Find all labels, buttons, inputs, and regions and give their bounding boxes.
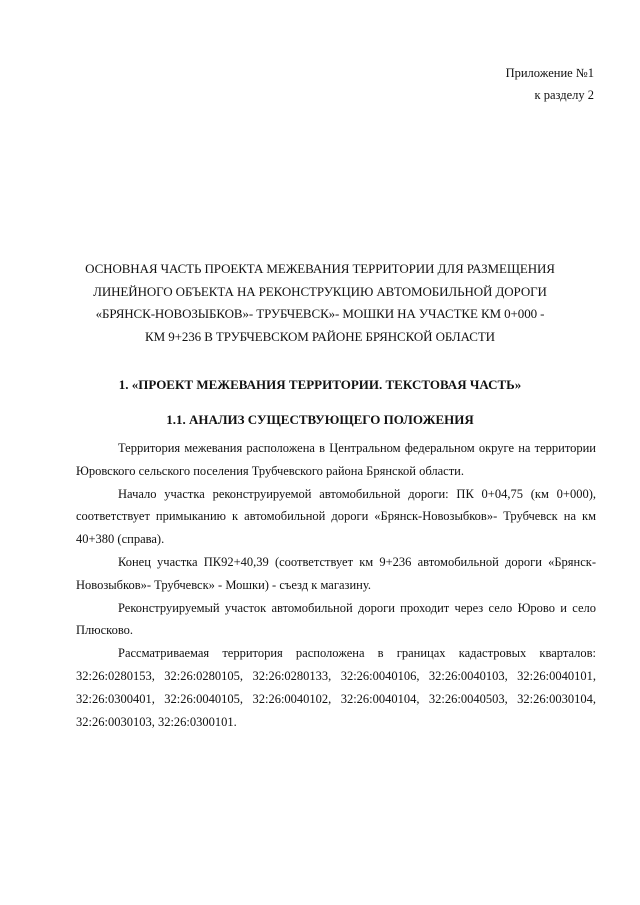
document-title: [70, 258, 570, 348]
paragraph-cadastral: Рассматриваемая территория расположена в границах кадастровых кварталов: 32:26:0280153, 32:26:0280105, 32:26:0280133, 32:26:0040106, 32:26:0040103, 32:26:0040101, 32:26:0300401, 32:26:0040105, 32:26:0040102, 32:26:0040104, 32:26:0040503, 32:26:0030104, 32:26:0030103, 32:26:0300101.: [76, 646, 596, 729]
annex-number: Приложение №1: [505, 66, 594, 80]
paragraph-territory: Территория межевания расположена в Центральном федеральном округе на территории Юровского сельского поселения Трубчевского района Брянской области.: [76, 441, 596, 478]
annex-section: к разделу 2: [534, 88, 594, 102]
title-line-4: КМ 9+236 В ТРУБЧЕВСКОМ РАЙОНЕ БРЯНСКОЙ ОБЛАСТИ: [145, 328, 495, 344]
paragraph-end: Конец участка ПК92+40,39 (соответствует км 9+236 автомобильной дороги «Брянск-Новозыбков»- Трубчевск» - Мошки) - съезд к магазину.: [76, 554, 596, 592]
paragraph-start: Начало участка реконструируемой автомобильной дороги: ПК 0+04,75 (км 0+000), соответствует примыканию к автомобильной дороги «Брянск-Новозыбков»- Трубчевск на км 40+380 (справа).: [76, 486, 596, 547]
annex-label: [506, 62, 594, 106]
body-text: [76, 437, 596, 733]
section-heading: 1. «ПРОЕКТ МЕЖЕВАНИЯ ТЕРРИТОРИИ. ТЕКСТОВАЯ ЧАСТЬ»: [118, 377, 522, 392]
paragraph-route: Реконструируемый участок автомобильной дороги проходит через село Юрово и село Плюсково.: [76, 600, 596, 638]
subsection-heading: 1.1. АНАЛИЗ СУЩЕСТВУЮЩЕГО ПОЛОЖЕНИЯ: [166, 412, 474, 427]
title-line-1: ОСНОВНАЯ ЧАСТЬ ПРОЕКТА МЕЖЕВАНИЯ ТЕРРИТОРИИ ДЛЯ РАЗМЕЩЕНИЯ: [85, 261, 555, 276]
title-line-2: ЛИНЕЙНОГО ОБЪЕКТА НА РЕКОНСТРУКЦИЮ АВТОМОБИЛЬНОЙ ДОРОГИ: [93, 283, 547, 299]
title-line-3: «БРЯНСК-НОВОЗЫБКОВ»- ТРУБЧЕВСК»- МОШКИ НА УЧАСТКЕ КМ 0+000 -: [95, 306, 545, 321]
